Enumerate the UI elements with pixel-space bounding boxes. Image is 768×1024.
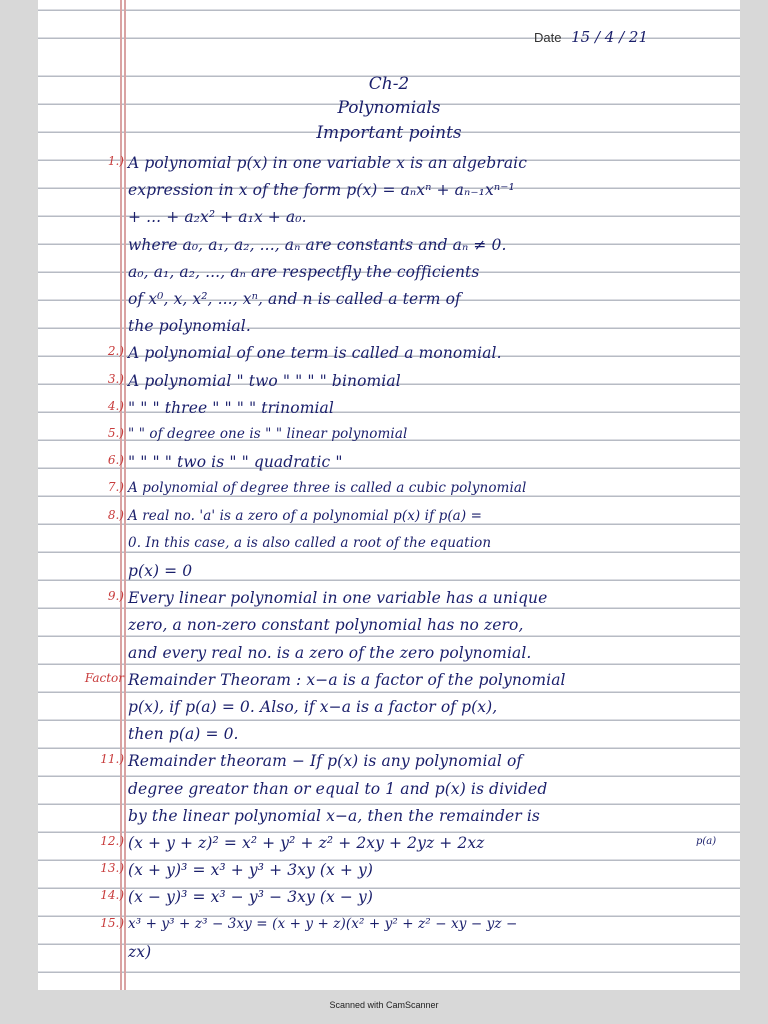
note-line <box>38 395 740 423</box>
point-text: expression in x of the form p(x) = aₙxⁿ + aₙ₋₁xⁿ⁻¹ <box>128 181 515 200</box>
date-value: 15 / 4 / 21 <box>571 28 648 46</box>
note-line <box>38 884 740 912</box>
point-number: 1.) <box>107 154 124 168</box>
point-text: a₀, a₁, a₂, ..., aₙ are respectfly the cofficients <box>128 262 480 281</box>
point-text: A polynomial " two " " " " binomial <box>128 371 401 390</box>
note-line <box>38 531 740 559</box>
note-line <box>38 476 740 504</box>
point-text: 0. In this case, a is also called a root of the equation <box>128 534 492 551</box>
point-text: and every real no. is a zero of the zero polynomial. <box>128 643 532 662</box>
point-text: p(x) = 0 <box>128 562 193 580</box>
point-number: 12.) <box>100 834 124 848</box>
note-line <box>38 504 740 532</box>
date-field <box>534 28 648 46</box>
point-text: (x + y)³ = x³ + y³ + 3xy (x + y) <box>128 861 374 880</box>
note-line <box>38 612 740 640</box>
point-text: A real no. 'a' is a zero of a polynomial p(x) if p(a) = <box>128 507 483 524</box>
point-number: 13.) <box>100 861 124 876</box>
point-number: 15.) <box>100 915 124 930</box>
note-line <box>38 721 740 749</box>
note-line <box>38 857 740 885</box>
point-text: then p(a) = 0. <box>128 725 239 744</box>
scanner-watermark: Scanned with CamScanner <box>329 1000 439 1010</box>
note-line <box>38 368 740 396</box>
note-line <box>38 640 740 668</box>
note-line <box>38 340 740 368</box>
note-line <box>38 422 740 450</box>
note-line <box>38 694 740 722</box>
note-line <box>38 776 740 804</box>
note-line <box>38 286 740 314</box>
point-number: 4.) <box>107 398 124 413</box>
point-text: Remainder Theoram : x−a is a factor of the polynomial <box>128 670 566 689</box>
note-line <box>38 177 740 205</box>
notebook-page <box>38 0 740 990</box>
point-text: x³ + y³ + z³ − 3xy = (x + y + z)(x² + y² + z² − xy − yz − <box>128 915 518 932</box>
point-text: A polynomial p(x) in one variable x is an algebraic <box>128 154 527 172</box>
note-line <box>38 585 740 613</box>
point-text: zero, a non-zero constant polynomial has no zero, <box>128 616 524 635</box>
point-number: 8.) <box>107 507 124 522</box>
point-number: 9.) <box>107 589 124 604</box>
point-number: 11.) <box>100 752 124 767</box>
point-text: by the linear polynomial x−a, then the remainder is <box>128 806 540 825</box>
point-number: 5.) <box>107 426 124 440</box>
point-number: 6.) <box>107 453 124 468</box>
section-title: Important points <box>316 123 462 143</box>
point-text: of x⁰, x, x², ..., xⁿ, and n is called a term of <box>128 290 461 308</box>
point-number: 2.) <box>107 344 124 359</box>
point-text: " " of degree one is " " linear polynomial <box>128 426 408 442</box>
remainder-value-note: p(a) <box>696 836 717 847</box>
note-line <box>38 830 740 858</box>
point-text: " " " " two is " " quadratic " <box>128 453 343 472</box>
note-line <box>38 313 740 341</box>
chapter-title: Ch-2 <box>368 74 410 94</box>
note-line <box>38 939 740 967</box>
point-text: " " " three " " " " trinomial <box>128 398 334 417</box>
note-line <box>38 803 740 831</box>
point-text: zx) <box>128 942 152 961</box>
point-text: (x + y + z)² = x² + y² + z² + 2xy + 2yz + 2xz <box>128 834 485 852</box>
note-line <box>38 150 740 178</box>
topic-title: Polynomials <box>337 98 441 118</box>
note-line <box>38 259 740 287</box>
point-number: 3.) <box>107 371 124 386</box>
point-text: degree greator than or equal to 1 and p(x) is divided <box>128 779 548 798</box>
note-line <box>38 748 740 776</box>
point-number: Factor <box>84 670 124 685</box>
point-text: (x − y)³ = x³ − y³ − 3xy (x − y) <box>128 888 374 907</box>
point-text: where a₀, a₁, a₂, ..., aₙ are constants and aₙ ≠ 0. <box>128 235 507 254</box>
point-text: A polynomial of degree three is called a cubic polynomial <box>128 480 527 497</box>
note-line <box>38 912 740 940</box>
note-line <box>38 667 740 695</box>
point-text: Every linear polynomial in one variable has a unique <box>128 589 548 608</box>
point-text: the polynomial. <box>128 317 251 336</box>
point-number: 7.) <box>107 480 124 495</box>
point-text: + ... + a₂x² + a₁x + a₀. <box>128 208 307 227</box>
note-line <box>38 449 740 477</box>
note-line <box>38 232 740 260</box>
point-text: A polynomial of one term is called a monomial. <box>128 344 502 363</box>
point-text: p(x), if p(a) = 0. Also, if x−a is a factor of p(x), <box>128 698 498 716</box>
note-line <box>38 204 740 232</box>
note-line <box>38 558 740 586</box>
date-label: Date <box>534 30 562 45</box>
point-number: 14.) <box>100 888 124 903</box>
point-text: Remainder theoram − If p(x) is any polynomial of <box>128 752 523 771</box>
